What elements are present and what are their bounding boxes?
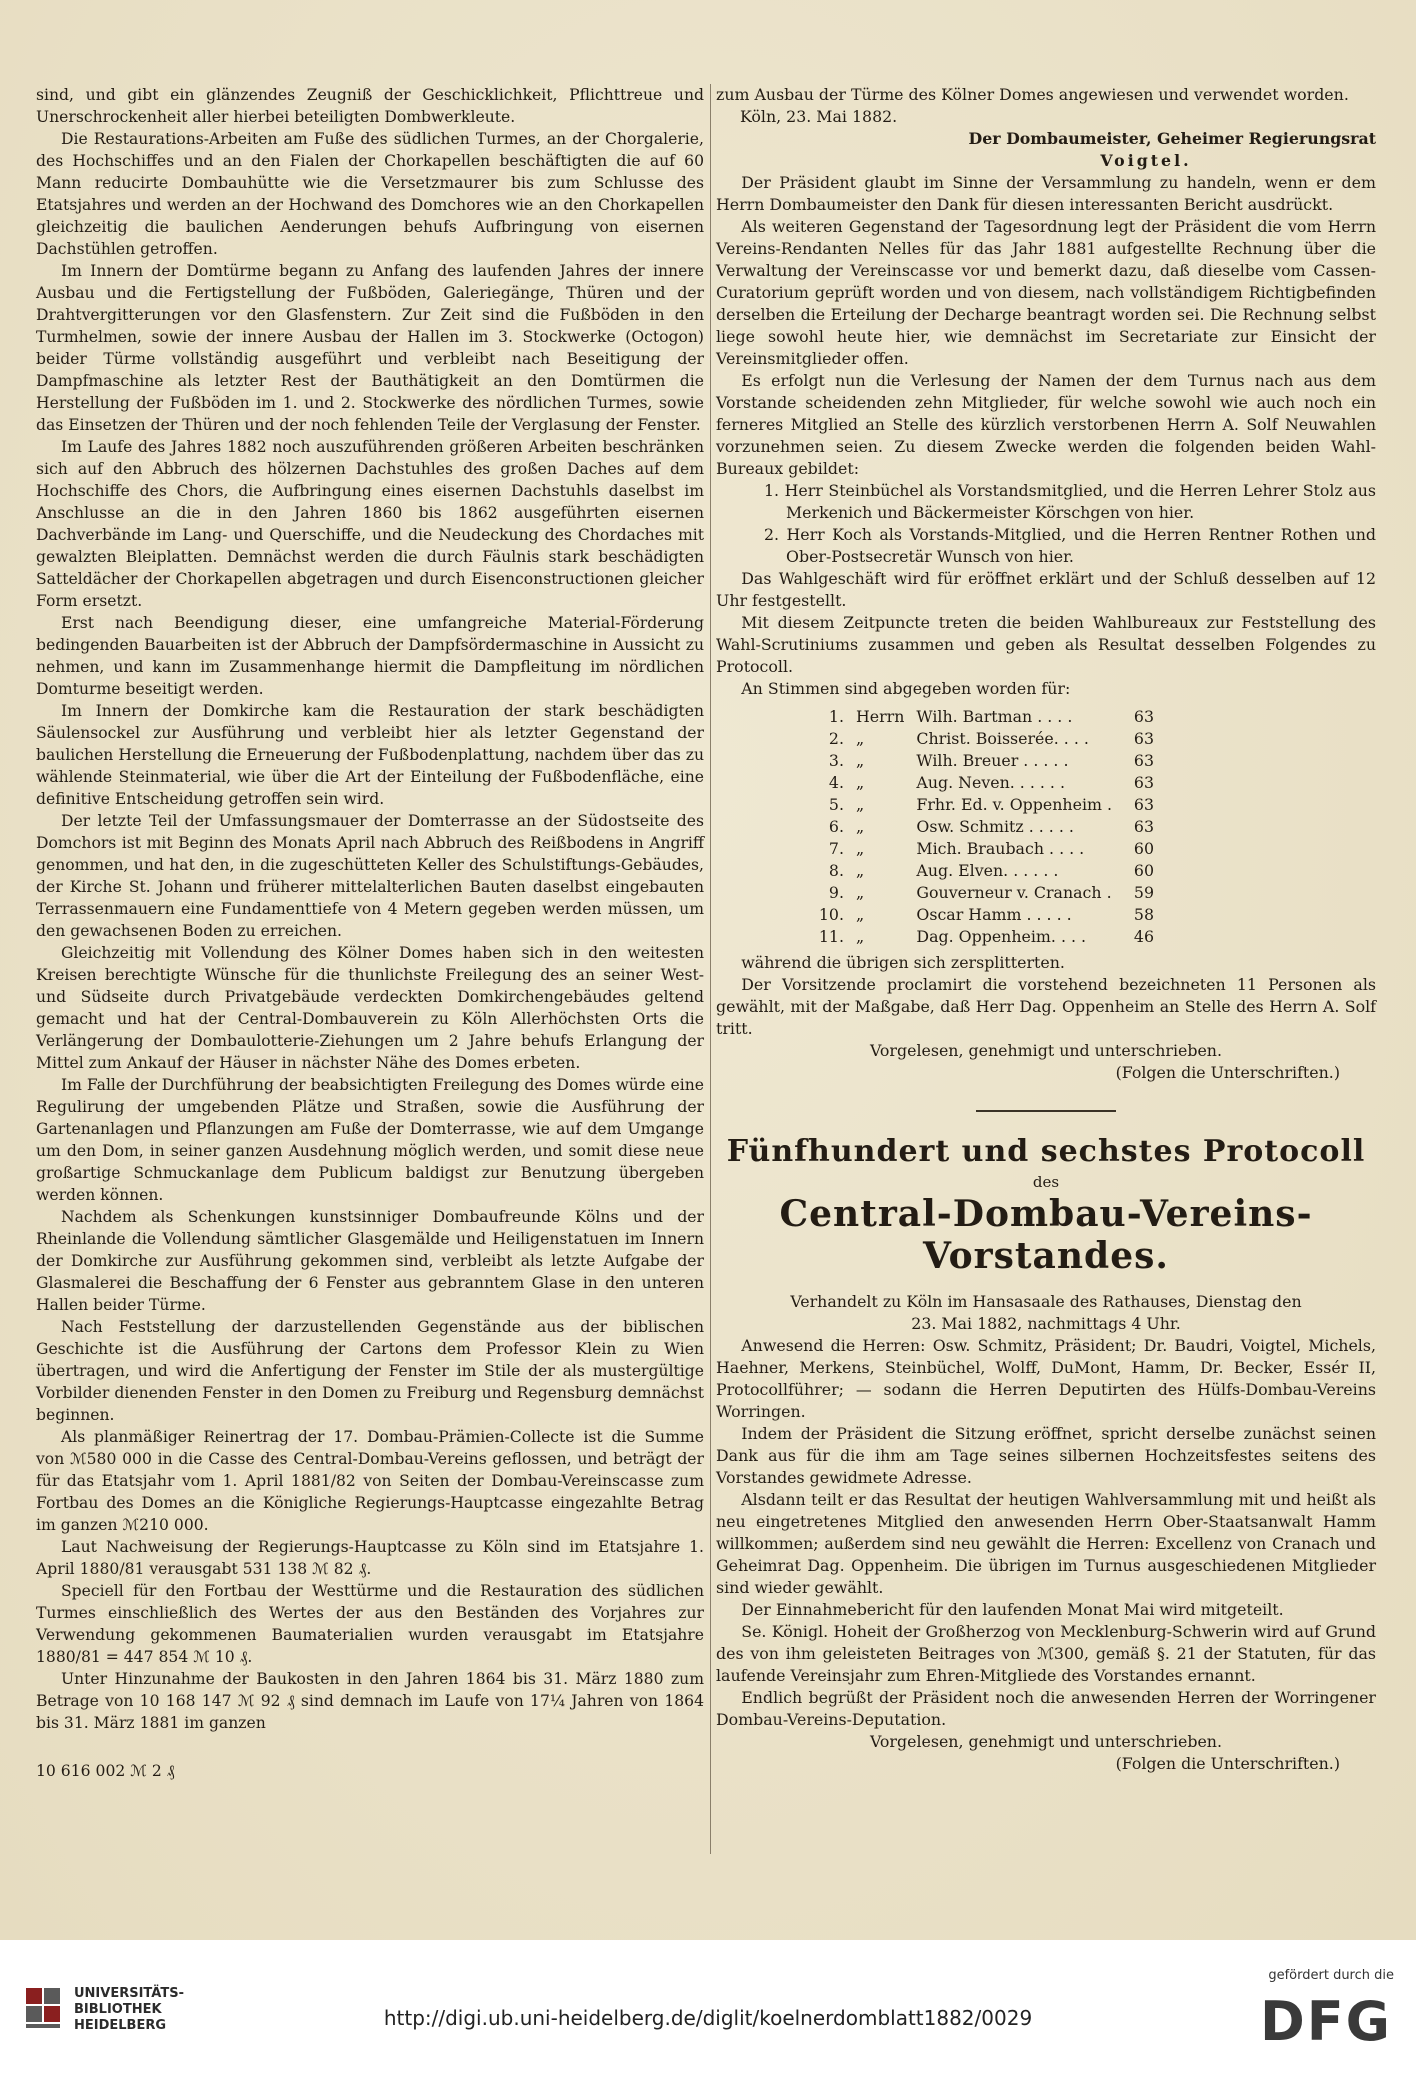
vote-number: 5.	[828, 795, 844, 814]
vote-prefix: „	[856, 817, 865, 836]
vote-name: Christ. Boisserée. . . .	[916, 729, 1089, 748]
permalink-url[interactable]: http://digi.ub.uni-heidelberg.de/diglit/koelnerdomblatt1882/0029	[383, 2006, 1033, 2030]
bureau-item: 2. Herr Koch als Vorstands-Mitglied, und die Herren Rentner Rothen und Ober-Postsecretär Wunsch von hier.	[764, 525, 1376, 566]
vote-row	[812, 772, 1160, 794]
vote-count: 63	[1133, 729, 1155, 748]
paragraph: Das Wahlgeschäft wird für eröffnet erklärt und der Schluß desselben auf 12 Uhr festgestellt.	[716, 569, 1376, 610]
vote-name: Frhr. Ed. v. Oppenheim .	[916, 795, 1113, 814]
paragraph: Nach Feststellung der darzustellenden Gegenstände aus der biblischen Geschichte ist die Ausführung der Cartons dem Professor Klein zu Wien übertragen, und wird die Anfertigung der Fenster im Stile der als mustergültige Vorbilder dienenden Fenster in den Domen zu Freiburg und Regensburg demnächst beginnen.	[36, 1318, 704, 1424]
vote-name: Aug. Neven. . . . . .	[916, 773, 1065, 792]
dateline: Köln, 23. Mai 1882.	[740, 107, 898, 126]
paragraph: Der Einnahmebericht für den laufenden Monat Mai wird mitgeteilt.	[741, 1600, 1284, 1619]
paragraph: Im Falle der Durchführung der beabsichtigten Freilegung des Domes würde eine Regulirung der umgebenden Plätze und Straßen, sowie die Ausführung der Gartenanlagen und Pflanzungen am Fuße der Domterrasse, wie auf dem Umgange um den Dom, in seiner ganzen Ausdehnung möglich werden, und somit diese neue großartige Schmuckanlage dem Publicum baldigst zur Benutzung übergeben werden können.	[36, 1076, 704, 1204]
paragraph: Der letzte Teil der Umfassungsmauer der Domterrasse an der Südostseite des Domchors ist mit Beginn des Monats April nach Abbruch des Reißbodens in Angriff genommen, und hat den, in die zugeschütteten Keller des Schulstiftungs-Gebäudes, der Kirche St. Johann und früherer mittelalterlichen Bauten daselbst eingebauten Terrassenmauern eine Fundamenttiefe von 4 Metern gegeben werden müssen, um den gewachsenen Boden zu erreichen.	[36, 812, 704, 940]
paragraph: Endlich begrüßt der Präsident noch die anwesenden Herren der Worringener Dombau-Vereins-Deputation.	[716, 1688, 1376, 1729]
paragraph-group	[716, 952, 1376, 1040]
protocol-heading-society: Central-Dombau-Vereins-Vorstandes.	[779, 1193, 1313, 1277]
vote-name: Oscar Hamm . . . . .	[916, 905, 1072, 924]
vote-row	[812, 706, 1160, 728]
signature-name: Voigtel.	[1100, 151, 1192, 170]
vote-prefix: „	[856, 839, 865, 858]
right-column	[716, 84, 1376, 1775]
paragraph-group	[716, 1335, 1376, 1731]
vote-row	[812, 860, 1160, 882]
paragraph: Gleichzeitig mit Vollendung des Kölner Domes haben sich in den weitesten Kreisen berechtigte Wünsche für die thunlichste Freilegung des an seiner West- und Südseite durch Privatgebäude verdeckten Domkirchengebäudes geltend gemacht und hat der Central-Dombauverein zu Köln Allerhöchsten Orts die Verlängerung der Dombaulotterie-Ziehungen um 2 Jahre behufs Erlangung der Mittel zum Ankauf der Häuser in nächster Nähe des Domes erbeten.	[36, 944, 704, 1072]
bureau-item: 1. Herr Steinbüchel als Vorstandsmitglied, und die Herren Lehrer Stolz aus Merkenich und Bäckermeister Körschgen von hier.	[764, 481, 1376, 522]
vote-count: 63	[1133, 795, 1155, 814]
vote-number: 10.	[818, 905, 844, 924]
paragraph: Als planmäßiger Reinertrag der 17. Dombau-Prämien-Collecte ist die Summe von ℳ580 000 in die Casse des Central-Dombau-Vereins geflossen, und beträgt der für das Etatsjahr vom 1. April 1881/82 von Seiten der Dombau-Vereinscasse zum Fortbau des Domes an die Königliche Regierungs-Hauptcasse eingezahlte Betrag im ganzen ℳ210 000.	[36, 1428, 704, 1534]
vote-name: Wilh. Bartman . . . .	[916, 707, 1073, 726]
paragraph: Im Innern der Domkirche kam die Restauration der stark beschädigten Säulensockel zur Ausführung und verbleibt hier als letzter Gegenstand der baulichen Herstellung die Erneuerung der Fußbodenplattung, nachdem über das zu wählende Steinmaterial, wie über die Art der Einteilung der Fußbodenfläche, eine definitive Entscheidung getroffen sein wird.	[36, 702, 704, 808]
vote-prefix: „	[856, 883, 865, 902]
library-name-line: BIBLIOTHEK	[74, 2002, 162, 2017]
paragraph: Die Restaurations-Arbeiten am Fuße des südlichen Turmes, an der Chorgalerie, des Hochschiffes und an den Fialen der Chorkapellen beschäftigten die auf 60 Mann reducirte Dombauhütte wie die Versetzmaurer bis zum Schlusse des Etatsjahres und werden an der Hochwand des Domchores wie an den Chorkapellen gleichzeitig die baulichen Aenderungen behufs Aufbringung von eisernen Dachstühlen getroffen.	[36, 130, 704, 258]
vote-row	[812, 816, 1160, 838]
paragraph: zum Ausbau der Türme des Kölner Domes angewiesen und verwendet worden.	[716, 85, 1349, 104]
vote-name: Dag. Oppenheim. . . .	[916, 927, 1087, 946]
vote-count: 63	[1133, 773, 1155, 792]
paragraph: Se. Königl. Hoheit der Großherzog von Mecklenburg-Schwerin wird auf Grund des von ihm geleisteten Beitrages von ℳ300, gemäß §. 21 der Statuten, für das laufende Vereinsjahr zum Ehren-Mitgliede des Vorstandes ernannt.	[716, 1622, 1376, 1685]
signature-title: Der Dombaumeister, Geheimer Regierungsrat	[968, 129, 1376, 148]
vote-prefix: „	[856, 905, 865, 924]
votes-table	[812, 706, 1160, 948]
paragraph: Im Laufe des Jahres 1882 noch auszuführenden größeren Arbeiten beschränken sich auf den Abbruch des hölzernen Dachstuhles des großen Daches auf dem Hochschiffe des Chors, die Aufbringung eines eisernen Dachstuhls daselbst im Anschlusse an die in den Jahren 1860 bis 1862 ausgeführten eisernen Dachverbände im Lang- und Querschiffe, und die Neudeckung des Chordaches mit gewalzten Bleiplatten. Demnächst werden die durch Fäulnis stark beschädigten Satteldächer der Chorkapellen abgetragen und durch Eisenconstructionen gleicher Form ersetzt.	[36, 438, 704, 610]
left-column	[36, 84, 704, 1782]
paragraph: Nachdem als Schenkungen kunstsinniger Dombaufreunde Kölns und der Rheinlande die Vollendung sämtlicher Glasgemälde und Heiligenstatuen im Innern der Domkirche zur Ausführung gekommen sind, verbleibt als letzte Aufgabe der Glasmalerei die Beschaffung der 6 Fenster aus gebranntem Glase in den unteren Hallen beider Türme.	[36, 1208, 704, 1314]
paragraph: Als weiteren Gegenstand der Tagesordnung legt der Präsident die vom Herrn Vereins-Rendanten Nelles für das Jahr 1881 aufgestellte Rechnung über die Verwaltung der Vereinscasse vor und bemerkt dazu, daß dieselbe vom Cassen-Curatorium geprüft worden und von diesem, nach vollständigem Richtigbefinden derselben die Erteilung der Decharge beantragt worden sei. Die Rechnung selbst liege sowohl heute hier, wie demnächst im Secretariate zur Einsicht der Vereinsmitglieder offen.	[716, 217, 1376, 368]
vote-row	[812, 904, 1160, 926]
vote-row	[812, 750, 1160, 772]
vote-number: 6.	[828, 817, 844, 836]
vote-row	[812, 926, 1160, 948]
vote-count: 59	[1133, 883, 1155, 902]
vote-count: 63	[1133, 707, 1155, 726]
vote-row	[812, 794, 1160, 816]
digitization-footer	[0, 1940, 1416, 2075]
approved-note: Vorgelesen, genehmigt und unterschrieben.	[869, 1732, 1223, 1751]
meeting-meta: Verhandelt zu Köln im Hansasaale des Rathauses, Dienstag den 23. Mai 1882, nachmittags 4 Uhr.	[790, 1292, 1302, 1333]
paragraph: sind, und gibt ein glänzendes Zeugniß der Geschicklichkeit, Pflichttreue und Unerschrockenheit aller hierbei beteiligten Dombwerkleute.	[36, 86, 704, 126]
paragraph: Indem der Präsident die Sitzung eröffnet, spricht derselbe zunächst seinen Dank aus für die ihm am Tage seines silbernen Hochzeitsfestes seitens des Vorstandes gewidmete Adresse.	[716, 1424, 1376, 1487]
paragraph: Speciell für den Fortbau der Westtürme und die Restauration des südlichen Turmes einschließlich des Wertes der aus den Beständen des Vorjahres zur Verwendung gekommenen Baumaterialien wurden verausgabt im Etatsjahre 1880/81 = 447 854 ℳ 10 ₰.	[36, 1582, 704, 1666]
vote-number: 3.	[828, 751, 844, 770]
paragraph: Mit diesem Zeitpuncte treten die beiden Wahlbureaux zur Feststellung des Wahl-Scrutiniums zusammen und geben als Resultat desselben Folgendes zu Protocoll.	[716, 613, 1376, 676]
vote-number: 4.	[828, 773, 844, 792]
vote-number: 1.	[828, 707, 844, 726]
vote-name: Osw. Schmitz . . . . .	[916, 817, 1074, 836]
vote-name: Wilh. Breuer . . . . .	[916, 751, 1069, 770]
vote-name: Mich. Braubach . . . .	[916, 839, 1085, 858]
paragraph: Anwesend die Herren: Osw. Schmitz, Präsident; Dr. Baudri, Voigtel, Michels, Haehner, Merkens, Steinbüchel, Wolff, DuMont, Hamm, Dr. Becker, Essér II, Protocollführer; — sodann die Herren Deputirten des Hülfs-Dombau-Vereins Worringen.	[716, 1336, 1376, 1421]
vote-number: 8.	[828, 861, 844, 880]
vote-prefix: „	[856, 773, 865, 792]
vote-prefix: Herrn	[856, 707, 905, 726]
library-name-line: UNIVERSITÄTS-	[74, 1986, 184, 2001]
paragraph: Der Präsident glaubt im Sinne der Versammlung zu handeln, wenn er dem Herrn Dombaumeister den Dank für diesen interessanten Bericht ausdrückt.	[716, 173, 1376, 214]
vote-count: 60	[1133, 861, 1155, 880]
paragraph: Alsdann teilt er das Resultat der heutigen Wahlversammlung mit und heißt als neu eingetretenes Mitglied den anwesenden Herrn Ober-Staatsanwalt Hamm willkommen; außerdem sind neu gewählt die Herren: Excellenz von Cranach und Geheimrat Dag. Oppenheim. Die übrigen im Turnus ausgeschiedenen Mitglieder sind wieder gewählt.	[716, 1490, 1376, 1597]
funding-note: gefördert durch die	[1268, 1968, 1394, 1983]
vote-count: 63	[1133, 751, 1155, 770]
vote-count: 60	[1133, 839, 1155, 858]
vote-prefix: „	[856, 795, 865, 814]
vote-number: 9.	[828, 883, 844, 902]
dfg-logo[interactable]: DFG	[1259, 1990, 1392, 2053]
vote-prefix: „	[856, 927, 865, 946]
section-divider	[976, 1110, 1116, 1112]
bureaux-list	[716, 480, 1376, 568]
paragraph-group	[716, 568, 1376, 678]
vote-prefix: „	[856, 729, 865, 748]
paragraph: Es erfolgt nun die Verlesung der Namen der dem Turnus nach aus dem Vorstande scheidenden zehn Mitglieder, für welche sowohl wie auch noch ein ferneres Mitglied an Stelle des kürzlich verstorbenen Herrn A. Solf Neuwahlen vorzunehmen seien. Zu diesem Zwecke werden die folgenden beiden Wahl-Bureaux gebildet:	[716, 371, 1376, 478]
paragraph: Laut Nachweisung der Regierungs-Hauptcasse zu Köln sind im Etatsjahre 1. April 1880/81 verausgabt 531 138 ℳ 82 ₰.	[36, 1538, 704, 1578]
paragraph: während die übrigen sich zersplitterten.	[741, 953, 1065, 972]
protocol-heading: Fünfhundert und sechstes Protocoll	[726, 1134, 1366, 1169]
paragraph-group	[716, 172, 1376, 480]
votes-intro: An Stimmen sind abgegeben worden für:	[741, 679, 1071, 698]
library-name-line: HEIDELBERG	[74, 2018, 167, 2033]
vote-prefix: „	[856, 861, 865, 880]
paragraph: Der Vorsitzende proclamirt die vorstehend bezeichneten 11 Personen als gewählt, mit der Maßgabe, daß Herr Dag. Oppenheim an Stelle des Herrn A. Solf tritt.	[716, 975, 1376, 1038]
vote-row	[812, 728, 1160, 750]
column-divider	[710, 84, 711, 1854]
vote-count: 58	[1133, 905, 1155, 924]
vote-number: 7.	[828, 839, 844, 858]
paragraph: Im Innern der Domtürme begann zu Anfang des laufenden Jahres der innere Ausbau und die Fertigstellung der Fußböden, Galeriegänge, Thüren und der Drahtvergitterungen vor den Glasfenstern. Zur Zeit sind die Fußböden in den Turmhelmen, sowie der innere Ausbau der Hallen im 3. Stockwerke (Octogon) beider Türme vollständig ausgeführt und verbleibt nach Beseitigung der Dampfmaschine als letzter Rest der Bauthätigkeit an den Domtürmen die Herstellung der Fußböden im 1. und 2. Stockwerke des nördlichen Turmes, sowie das Einsetzen der Thüren und der noch fehlenden Teile der Verglasung der Fenster.	[36, 262, 704, 434]
vote-count: 46	[1133, 927, 1155, 946]
vote-number: 11.	[818, 927, 844, 946]
approved-note: Vorgelesen, genehmigt und unterschrieben.	[869, 1041, 1223, 1060]
expense-total: 10 616 002 ℳ 2 ₰	[36, 1762, 175, 1780]
signatures-note: (Folgen die Unterschriften.)	[1115, 1754, 1340, 1773]
vote-name: Gouverneur v. Cranach .	[916, 883, 1112, 902]
vote-number: 2.	[828, 729, 844, 748]
vote-count: 63	[1133, 817, 1155, 836]
vote-row	[812, 882, 1160, 904]
paragraph: Erst nach Beendigung dieser, eine umfangreiche Material-Förderung bedingenden Bauarbeiten ist der Abbruch der Dampfsördermaschine in Aussicht zu nehmen, und kann im Zusammenhange hiermit die Dampfleitung im nördlichen Domturme beseitigt werden.	[36, 614, 704, 698]
vote-name: Aug. Elven. . . . . .	[916, 861, 1059, 880]
vote-row	[812, 838, 1160, 860]
vote-prefix: „	[856, 751, 865, 770]
protocol-heading-des: des	[1032, 1173, 1060, 1191]
signatures-note: (Folgen die Unterschriften.)	[1115, 1063, 1340, 1082]
paragraph: Unter Hinzunahme der Baukosten in den Jahren 1864 bis 31. März 1880 zum Betrage von 10 168 147 ℳ 92 ₰ sind demnach im Laufe von 17¼ Jahren von 1864 bis 31. März 1881 im ganzen	[36, 1670, 704, 1732]
